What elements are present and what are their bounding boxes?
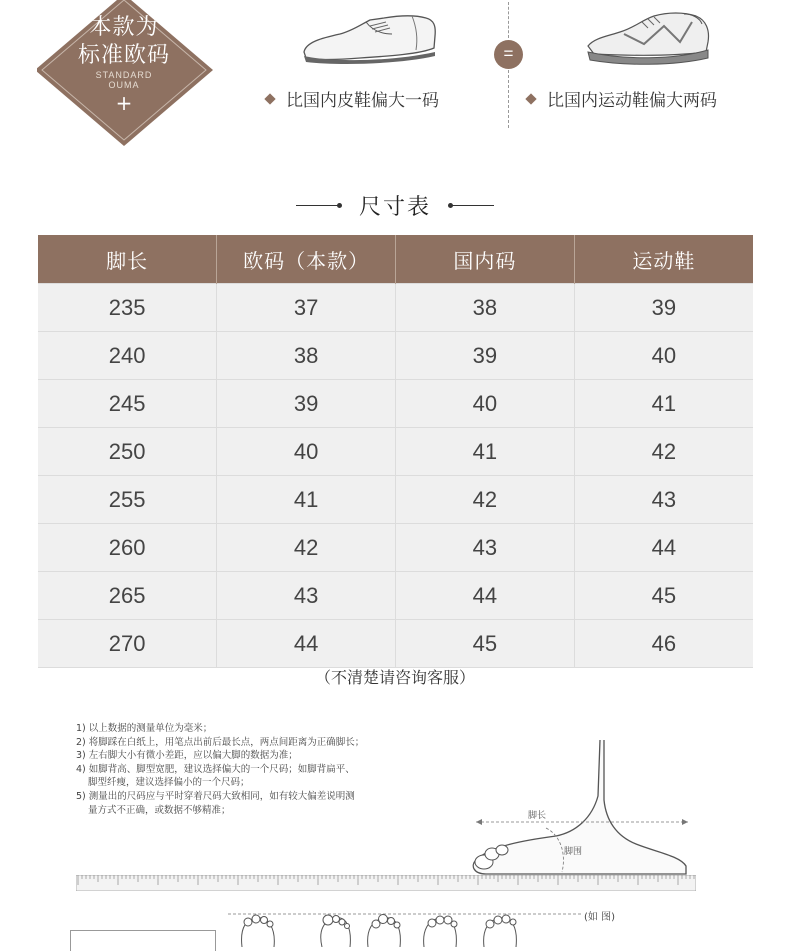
customer-service-note: （不清楚请咨询客服） <box>314 668 475 687</box>
cell-eu-size: 43 <box>217 572 396 620</box>
cell-sport-size: 43 <box>574 476 753 524</box>
side-box <box>70 930 216 951</box>
guide-item-4-cont: 脚型纤瘦，建议选择偏小的一个尺码； <box>88 777 250 789</box>
guide-item-4: 4) 如脚背高、脚型宽肥，建议选择偏大的一个尺码；如脚背扁平、 <box>76 763 355 775</box>
standard-size-badge <box>37 0 215 150</box>
guide-item-2: 2) 将脚踩在白纸上，用笔点出前后最长点，两点间距离为正确脚长； <box>76 736 365 748</box>
size-table <box>38 235 753 668</box>
foot-length-label: 脚长 <box>528 811 547 821</box>
guide-item-1: 1) 以上数据的测量单位为毫米； <box>76 723 213 734</box>
cell-domestic-size: 40 <box>396 380 575 428</box>
table-row <box>38 428 753 476</box>
header-foot-length: 脚长 <box>38 235 217 284</box>
cell-sport-size: 45 <box>574 572 753 620</box>
cell-foot-length: 245 <box>38 380 217 428</box>
table-row <box>38 572 753 620</box>
foot-girth-label: 脚围 <box>564 847 583 857</box>
guide-item-5-cont: 量方式不正确，或数据不够精准； <box>88 804 231 816</box>
table-row <box>38 620 753 668</box>
cell-domestic-size: 45 <box>396 620 575 668</box>
cell-foot-length: 265 <box>38 572 217 620</box>
measurement-guide <box>76 722 436 817</box>
cell-sport-size: 44 <box>574 524 753 572</box>
cell-foot-length: 235 <box>38 284 217 332</box>
header-domestic-size: 国内码 <box>396 235 575 284</box>
table-header-row <box>38 235 753 284</box>
guide-item-5: 5) 测量出的尺码应与平时穿着尺码大致相同，如有较大偏差说明测 <box>76 790 355 802</box>
guide-item-3: 3) 左右脚大小有微小差距，应以偏大脚的数据为准； <box>76 750 298 762</box>
divider-line-top <box>508 2 510 38</box>
cell-domestic-size: 42 <box>396 476 575 524</box>
header-eu-size: 欧码（本款） <box>217 235 396 284</box>
header-sport-size: 运动鞋 <box>574 235 753 284</box>
table-row <box>38 284 753 332</box>
equals-icon: = <box>494 40 523 69</box>
badge-en-line2: OUMA <box>108 80 140 90</box>
table-row <box>38 332 753 380</box>
cell-sport-size: 40 <box>574 332 753 380</box>
cell-sport-size: 42 <box>574 428 753 476</box>
sport-comparison-text: 比国内运动鞋偏大两码 <box>547 91 717 111</box>
diamond-bullet-icon <box>264 93 275 104</box>
toe-shapes-illustration <box>228 906 588 947</box>
cell-sport-size: 39 <box>574 284 753 332</box>
cell-domestic-size: 41 <box>396 428 575 476</box>
cell-eu-size: 44 <box>217 620 396 668</box>
title-decoration-right <box>450 205 494 206</box>
cell-sport-size: 46 <box>574 620 753 668</box>
sport-comparison <box>527 86 717 111</box>
cell-foot-length: 260 <box>38 524 217 572</box>
ruler <box>76 875 696 891</box>
badge-en-line1: STANDARD <box>95 70 153 80</box>
cell-eu-size: 39 <box>217 380 396 428</box>
cell-foot-length: 250 <box>38 428 217 476</box>
leather-comparison-text: 比国内皮鞋偏大一码 <box>286 91 439 111</box>
leather-shoe-icon <box>300 12 440 64</box>
badge-line1: 本款为 <box>89 15 159 40</box>
plus-icon: + <box>115 91 133 115</box>
table-row <box>38 524 753 572</box>
cell-eu-size: 40 <box>217 428 396 476</box>
figure-label: (如 图) <box>584 912 615 923</box>
cell-domestic-size: 38 <box>396 284 575 332</box>
cell-foot-length: 270 <box>38 620 217 668</box>
divider-line-bottom <box>508 70 510 128</box>
cell-sport-size: 41 <box>574 380 753 428</box>
foot-measure-illustration <box>466 740 706 880</box>
cell-eu-size: 42 <box>217 524 396 572</box>
size-chart-title: 尺寸表 <box>358 195 431 220</box>
cell-eu-size: 37 <box>217 284 396 332</box>
cell-foot-length: 240 <box>38 332 217 380</box>
table-row <box>38 476 753 524</box>
cell-foot-length: 255 <box>38 476 217 524</box>
cell-domestic-size: 44 <box>396 572 575 620</box>
cell-domestic-size: 39 <box>396 332 575 380</box>
diamond-bullet-icon <box>525 93 536 104</box>
cell-domestic-size: 43 <box>396 524 575 572</box>
cell-eu-size: 38 <box>217 332 396 380</box>
badge-line2: 标准欧码 <box>77 43 170 68</box>
table-row <box>38 380 753 428</box>
cell-eu-size: 41 <box>217 476 396 524</box>
sneaker-icon <box>584 8 714 66</box>
leather-comparison <box>266 86 439 111</box>
title-decoration-left <box>296 205 340 206</box>
size-chart-heading <box>0 190 790 221</box>
